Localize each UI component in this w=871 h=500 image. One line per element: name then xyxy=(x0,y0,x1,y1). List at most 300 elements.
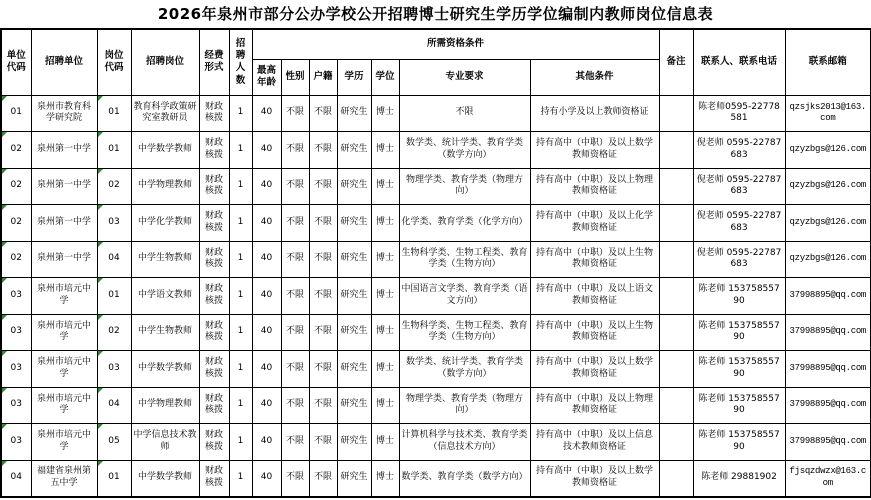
cell-education xyxy=(337,314,371,351)
cell-degree xyxy=(371,424,399,461)
cell-text: 01 xyxy=(108,107,120,118)
cell-gender xyxy=(281,314,309,351)
cell-text: 40 xyxy=(260,253,273,264)
col-header-contact: 联系人、联系电话 xyxy=(693,29,785,95)
cell-post xyxy=(131,168,199,205)
cell-note xyxy=(659,205,693,242)
cell-count xyxy=(229,132,252,169)
cell-text: 不限 xyxy=(313,180,332,191)
cell-other xyxy=(530,278,659,315)
cell-unit xyxy=(31,241,97,278)
cell-max-age xyxy=(252,460,281,497)
cell-text: 陈老师 15375855790 xyxy=(698,320,780,343)
excel-flag-triangle-icon xyxy=(98,388,103,393)
cell-other xyxy=(530,314,659,351)
cell-hukou xyxy=(309,95,337,132)
cell-text: 40 xyxy=(260,289,273,300)
cell-major xyxy=(399,205,530,242)
cell-text: 04 xyxy=(10,472,22,483)
col-header-gender: 性别 xyxy=(281,59,309,95)
cell-text: 持有高中（中职）及以上生物教师资格证 xyxy=(536,247,654,270)
cell-text: 中国语言文学类、教育学类（语文方向） xyxy=(401,284,528,306)
cell-education xyxy=(337,387,371,424)
cell-text: 不限 xyxy=(285,435,304,446)
cell-text: 02 xyxy=(10,216,22,227)
cell-other xyxy=(530,132,659,169)
excel-flag-triangle-icon xyxy=(2,351,7,356)
cell-contact xyxy=(693,460,785,497)
cell-max-age xyxy=(252,314,281,351)
cell-post-code xyxy=(97,387,131,424)
cell-unit-code xyxy=(1,241,31,278)
page-title: 2026年泉州市部分公办学校公开招聘博士研究生学历学位编制内教师岗位信息表 xyxy=(157,5,714,23)
cell-gender xyxy=(281,460,309,497)
cell-count xyxy=(229,278,252,315)
table-row xyxy=(1,168,871,205)
cell-text: 生物科学类、生物工程类、教育学类（生物方向） xyxy=(401,320,528,343)
col-header-count: 招聘人数 xyxy=(229,29,252,95)
excel-flag-triangle-icon xyxy=(98,169,103,174)
cell-post-code xyxy=(97,351,131,388)
cell-text: 40 xyxy=(260,472,273,483)
cell-text: 研究生 xyxy=(340,326,368,337)
cell-text: qzyzbgs@126.com xyxy=(789,180,867,191)
cell-education xyxy=(337,132,371,169)
cell-max-age xyxy=(252,424,281,461)
cell-text: 财政核拨 xyxy=(204,466,223,488)
cell-degree xyxy=(371,314,399,351)
excel-flag-triangle-icon xyxy=(2,96,7,101)
cell-note xyxy=(659,132,693,169)
cell-text: 持有高中（中职）及以上化学教师资格证 xyxy=(536,211,654,233)
col-header-degree: 学位 xyxy=(371,59,399,95)
cell-unit xyxy=(31,460,97,497)
table-header xyxy=(1,29,871,95)
excel-flag-triangle-icon xyxy=(98,351,103,356)
excel-flag-triangle-icon xyxy=(2,205,7,210)
cell-education xyxy=(337,95,371,132)
cell-text: 泉州市培元中学 xyxy=(36,393,91,416)
cell-text: 泉州第一中学 xyxy=(36,143,91,154)
cell-text: 研究生 xyxy=(340,435,368,446)
cell-unit xyxy=(31,205,97,242)
cell-email xyxy=(785,424,871,461)
cell-text: 不限 xyxy=(313,362,332,373)
table-row xyxy=(1,205,871,242)
cell-text: 持有高中（中职）及以上语文教师资格证 xyxy=(536,284,654,306)
cell-text: 1 xyxy=(237,143,244,154)
cell-text: 02 xyxy=(10,253,22,264)
cell-text: 财政核拨 xyxy=(204,284,223,306)
cell-text: 02 xyxy=(108,180,120,191)
col-header-funding: 经费形式 xyxy=(199,29,229,95)
cell-text: 博士 xyxy=(375,362,394,373)
cell-text: 不限 xyxy=(285,399,304,410)
excel-flag-triangle-icon xyxy=(98,205,103,210)
cell-degree xyxy=(371,241,399,278)
cell-text: 陈老师 29881902 xyxy=(701,472,777,483)
cell-note xyxy=(659,241,693,278)
cell-text: 中学信息技术教师 xyxy=(133,430,197,452)
cell-email xyxy=(785,278,871,315)
cell-unit-code xyxy=(1,424,31,461)
cell-text: 陈老师 15375855790 xyxy=(698,430,780,452)
cell-text: 中学生物教师 xyxy=(137,326,192,337)
cell-text: 不限 xyxy=(285,326,304,337)
cell-contact xyxy=(693,314,785,351)
cell-text: 02 xyxy=(108,326,120,337)
cell-education xyxy=(337,241,371,278)
cell-contact xyxy=(693,132,785,169)
cell-post-code xyxy=(97,278,131,315)
cell-degree xyxy=(371,460,399,497)
cell-post-code xyxy=(97,205,131,242)
cell-text: 研究生 xyxy=(340,399,368,410)
cell-contact xyxy=(693,278,785,315)
cell-text: 博士 xyxy=(375,435,394,446)
cell-unit xyxy=(31,314,97,351)
cell-text: 不限 xyxy=(285,180,304,191)
table-row xyxy=(1,351,871,388)
cell-major xyxy=(399,241,530,278)
table-body xyxy=(1,95,871,497)
cell-text: 02 xyxy=(10,180,22,191)
cell-count xyxy=(229,460,252,497)
cell-note xyxy=(659,460,693,497)
cell-text: 陈老师 15375855790 xyxy=(698,357,780,379)
cell-text: 中学数学教师 xyxy=(137,472,192,483)
cell-text: 37998895@qq.com xyxy=(789,435,867,446)
cell-hukou xyxy=(309,424,337,461)
excel-flag-triangle-icon xyxy=(98,96,103,101)
cell-text: 化学类、教育学类（化学方向） xyxy=(401,216,528,227)
cell-text: 1 xyxy=(237,326,244,337)
cell-text: 不限 xyxy=(285,107,304,118)
cell-text: 40 xyxy=(260,143,273,154)
cell-major xyxy=(399,424,530,461)
cell-post-code xyxy=(97,95,131,132)
cell-text: 研究生 xyxy=(340,289,368,300)
cell-unit xyxy=(31,387,97,424)
cell-text: 财政核拨 xyxy=(204,247,223,270)
table-row xyxy=(1,241,871,278)
cell-text: 03 xyxy=(10,399,22,410)
excel-flag-triangle-icon xyxy=(98,424,103,429)
cell-education xyxy=(337,460,371,497)
cell-unit xyxy=(31,132,97,169)
cell-major xyxy=(399,278,530,315)
cell-other xyxy=(530,205,659,242)
cell-text: 1 xyxy=(237,107,244,118)
excel-flag-triangle-icon xyxy=(98,132,103,137)
excel-flag-triangle-icon xyxy=(98,461,103,466)
cell-text: 中学化学教师 xyxy=(137,216,192,227)
cell-text: 持有高中（中职）及以上数学教师资格证 xyxy=(536,466,654,488)
cell-text: 1 xyxy=(237,399,244,410)
cell-text: 陈老师 15375855790 xyxy=(698,284,780,306)
cell-text: 03 xyxy=(10,289,22,300)
cell-education xyxy=(337,205,371,242)
cell-education xyxy=(337,424,371,461)
cell-text: 数学类、教育学类（数学方向） xyxy=(401,472,528,483)
excel-flag-triangle-icon xyxy=(2,315,7,320)
cell-text: 研究生 xyxy=(340,472,368,483)
cell-text: 03 xyxy=(10,435,22,446)
cell-note xyxy=(659,424,693,461)
cell-text: 40 xyxy=(260,326,273,337)
cell-text: 1 xyxy=(237,289,244,300)
cell-text: 不限 xyxy=(285,253,304,264)
cell-text: 泉州市培元中学 xyxy=(36,320,91,343)
cell-major xyxy=(399,132,530,169)
cell-text: 01 xyxy=(108,472,120,483)
cell-email xyxy=(785,351,871,388)
col-header-unit: 招聘单位 xyxy=(31,29,97,95)
cell-gender xyxy=(281,278,309,315)
cell-text: 财政核拨 xyxy=(204,138,223,160)
cell-education xyxy=(337,351,371,388)
cell-funding xyxy=(199,95,229,132)
cell-post xyxy=(131,351,199,388)
cell-text: 不限 xyxy=(313,143,332,154)
cell-text: 泉州市培元中学 xyxy=(36,430,91,452)
cell-post xyxy=(131,278,199,315)
cell-text: 不限 xyxy=(285,362,304,373)
cell-email xyxy=(785,205,871,242)
cell-hukou xyxy=(309,460,337,497)
cell-note xyxy=(659,314,693,351)
cell-text: fjsqzdwzx@163.com xyxy=(789,466,867,488)
cell-unit-code xyxy=(1,278,31,315)
excel-flag-triangle-icon xyxy=(2,424,7,429)
cell-gender xyxy=(281,205,309,242)
cell-email xyxy=(785,168,871,205)
cell-email xyxy=(785,95,871,132)
cell-hukou xyxy=(309,387,337,424)
cell-text: 博士 xyxy=(375,253,394,264)
cell-text: 陈老师0595-22778581 xyxy=(698,101,780,124)
cell-other xyxy=(530,241,659,278)
cell-text: 40 xyxy=(260,362,273,373)
cell-hukou xyxy=(309,278,337,315)
cell-text: qzyzbgs@126.com xyxy=(789,216,867,227)
cell-major xyxy=(399,351,530,388)
cell-text: 持有高中（中职）及以上物理教师资格证 xyxy=(536,174,654,197)
cell-degree xyxy=(371,205,399,242)
cell-text: 01 xyxy=(108,143,120,154)
cell-funding xyxy=(199,205,229,242)
table-row xyxy=(1,132,871,169)
cell-text: 不限 xyxy=(313,472,332,483)
cell-text: 1 xyxy=(237,435,244,446)
cell-hukou xyxy=(309,205,337,242)
cell-text: 03 xyxy=(108,216,120,227)
cell-text: 倪老师 0595-22787683 xyxy=(696,247,782,270)
cell-education xyxy=(337,278,371,315)
cell-other xyxy=(530,424,659,461)
excel-flag-triangle-icon xyxy=(2,278,7,283)
cell-hukou xyxy=(309,168,337,205)
cell-text: 泉州第一中学 xyxy=(36,253,91,264)
cell-text: 财政核拨 xyxy=(204,101,223,124)
cell-text: qzsjks2013@163.com xyxy=(789,101,867,124)
cell-other xyxy=(530,95,659,132)
cell-text: 数学类、统计学类、教育学类（数学方向） xyxy=(405,138,523,160)
cell-contact xyxy=(693,424,785,461)
cell-text: 持有高中（中职）及以上生物教师资格证 xyxy=(536,320,654,343)
cell-text: 中学物理教师 xyxy=(137,180,192,191)
cell-degree xyxy=(371,168,399,205)
cell-text: 37998895@qq.com xyxy=(789,399,867,410)
cell-email xyxy=(785,387,871,424)
cell-post xyxy=(131,241,199,278)
cell-note xyxy=(659,95,693,132)
cell-contact xyxy=(693,241,785,278)
table-row xyxy=(1,387,871,424)
cell-text: 不限 xyxy=(285,143,304,154)
cell-text: 40 xyxy=(260,435,273,446)
cell-gender xyxy=(281,132,309,169)
cell-unit-code xyxy=(1,132,31,169)
cell-post-code xyxy=(97,168,131,205)
cell-contact xyxy=(693,387,785,424)
cell-note xyxy=(659,387,693,424)
cell-hukou xyxy=(309,314,337,351)
cell-text: 倪老师 0595-22787683 xyxy=(696,211,782,233)
cell-text: 研究生 xyxy=(340,107,368,118)
cell-text: 泉州第一中学 xyxy=(36,180,91,191)
cell-unit-code xyxy=(1,168,31,205)
cell-max-age xyxy=(252,168,281,205)
cell-text: 1 xyxy=(237,472,244,483)
cell-max-age xyxy=(252,351,281,388)
cell-contact xyxy=(693,205,785,242)
cell-gender xyxy=(281,387,309,424)
cell-text: 持有高中（中职）及以上数学教师资格证 xyxy=(536,138,654,160)
excel-flag-triangle-icon xyxy=(2,242,7,247)
cell-text: 不限 xyxy=(285,472,304,483)
cell-text: 中学数学教师 xyxy=(137,362,192,373)
cell-funding xyxy=(199,241,229,278)
cell-text: 福建省泉州第五中学 xyxy=(36,466,91,488)
cell-text: 不限 xyxy=(313,253,332,264)
cell-text: 04 xyxy=(108,399,120,410)
cell-text: 不限 xyxy=(313,289,332,300)
cell-text: 持有高中（中职）及以上数学教师资格证 xyxy=(536,357,654,379)
cell-note xyxy=(659,168,693,205)
col-header-unit-code: 单位代码 xyxy=(1,29,31,95)
cell-text: 1 xyxy=(237,253,244,264)
cell-unit-code xyxy=(1,460,31,497)
cell-note xyxy=(659,351,693,388)
cell-text: 中学生物教师 xyxy=(137,253,192,264)
cell-text: 不限 xyxy=(313,326,332,337)
cell-unit-code xyxy=(1,314,31,351)
cell-text: 数学类、统计学类、教育学类（数学方向） xyxy=(405,357,523,379)
cell-education xyxy=(337,168,371,205)
cell-gender xyxy=(281,168,309,205)
cell-text: 03 xyxy=(10,326,22,337)
excel-flag-triangle-icon xyxy=(2,461,7,466)
cell-text: 40 xyxy=(260,399,273,410)
cell-unit-code xyxy=(1,387,31,424)
cell-text: 倪老师 0595-22787683 xyxy=(696,138,782,160)
cell-text: 财政核拨 xyxy=(204,320,223,343)
cell-post xyxy=(131,387,199,424)
cell-funding xyxy=(199,314,229,351)
cell-text: 财政核拨 xyxy=(204,357,223,379)
cell-major xyxy=(399,460,530,497)
cell-post-code xyxy=(97,314,131,351)
cell-text: 物理学类、教育学类（物理方向） xyxy=(405,393,523,416)
cell-count xyxy=(229,387,252,424)
cell-other xyxy=(530,387,659,424)
cell-post xyxy=(131,205,199,242)
cell-text: 不限 xyxy=(285,216,304,227)
cell-unit-code xyxy=(1,205,31,242)
cell-hukou xyxy=(309,132,337,169)
cell-unit xyxy=(31,351,97,388)
cell-text: 1 xyxy=(237,180,244,191)
cell-text: 教育科学政策研究室教研员 xyxy=(133,101,197,124)
cell-count xyxy=(229,205,252,242)
cell-text: 1 xyxy=(237,362,244,373)
cell-post xyxy=(131,460,199,497)
cell-text: 不限 xyxy=(313,435,332,446)
cell-text: 中学数学教师 xyxy=(137,143,192,154)
cell-unit xyxy=(31,424,97,461)
excel-flag-triangle-icon xyxy=(2,169,7,174)
cell-text: 03 xyxy=(10,362,22,373)
cell-degree xyxy=(371,95,399,132)
cell-text: 财政核拨 xyxy=(204,211,223,233)
cell-gender xyxy=(281,241,309,278)
cell-text: 研究生 xyxy=(340,216,368,227)
cell-major xyxy=(399,314,530,351)
cell-text: 泉州第一中学 xyxy=(36,216,91,227)
cell-other xyxy=(530,168,659,205)
col-header-post-code: 岗位代码 xyxy=(97,29,131,95)
cell-text: 02 xyxy=(10,143,22,154)
cell-major xyxy=(399,168,530,205)
col-header-other: 其他条件 xyxy=(530,59,659,95)
cell-major xyxy=(399,387,530,424)
table-row xyxy=(1,460,871,497)
cell-other xyxy=(530,460,659,497)
cell-email xyxy=(785,132,871,169)
cell-post xyxy=(131,95,199,132)
cell-gender xyxy=(281,424,309,461)
cell-text: 计算机科学与技术类、教育学类（信息技术方向） xyxy=(401,430,528,452)
col-header-major: 专业要求 xyxy=(399,59,530,95)
excel-flag-triangle-icon xyxy=(98,278,103,283)
cell-text: 40 xyxy=(260,107,273,118)
cell-text: 01 xyxy=(10,107,22,118)
cell-text: 40 xyxy=(260,180,273,191)
cell-text: 财政核拨 xyxy=(204,393,223,416)
cell-count xyxy=(229,95,252,132)
cell-text: 05 xyxy=(108,435,120,446)
cell-hukou xyxy=(309,241,337,278)
col-header-post: 招聘岗位 xyxy=(131,29,199,95)
col-header-qualifications-group: 所需资格条件 xyxy=(252,29,659,59)
cell-text: 博士 xyxy=(375,399,394,410)
cell-funding xyxy=(199,278,229,315)
cell-post xyxy=(131,132,199,169)
cell-text: 不限 xyxy=(285,289,304,300)
cell-count xyxy=(229,168,252,205)
cell-max-age xyxy=(252,205,281,242)
